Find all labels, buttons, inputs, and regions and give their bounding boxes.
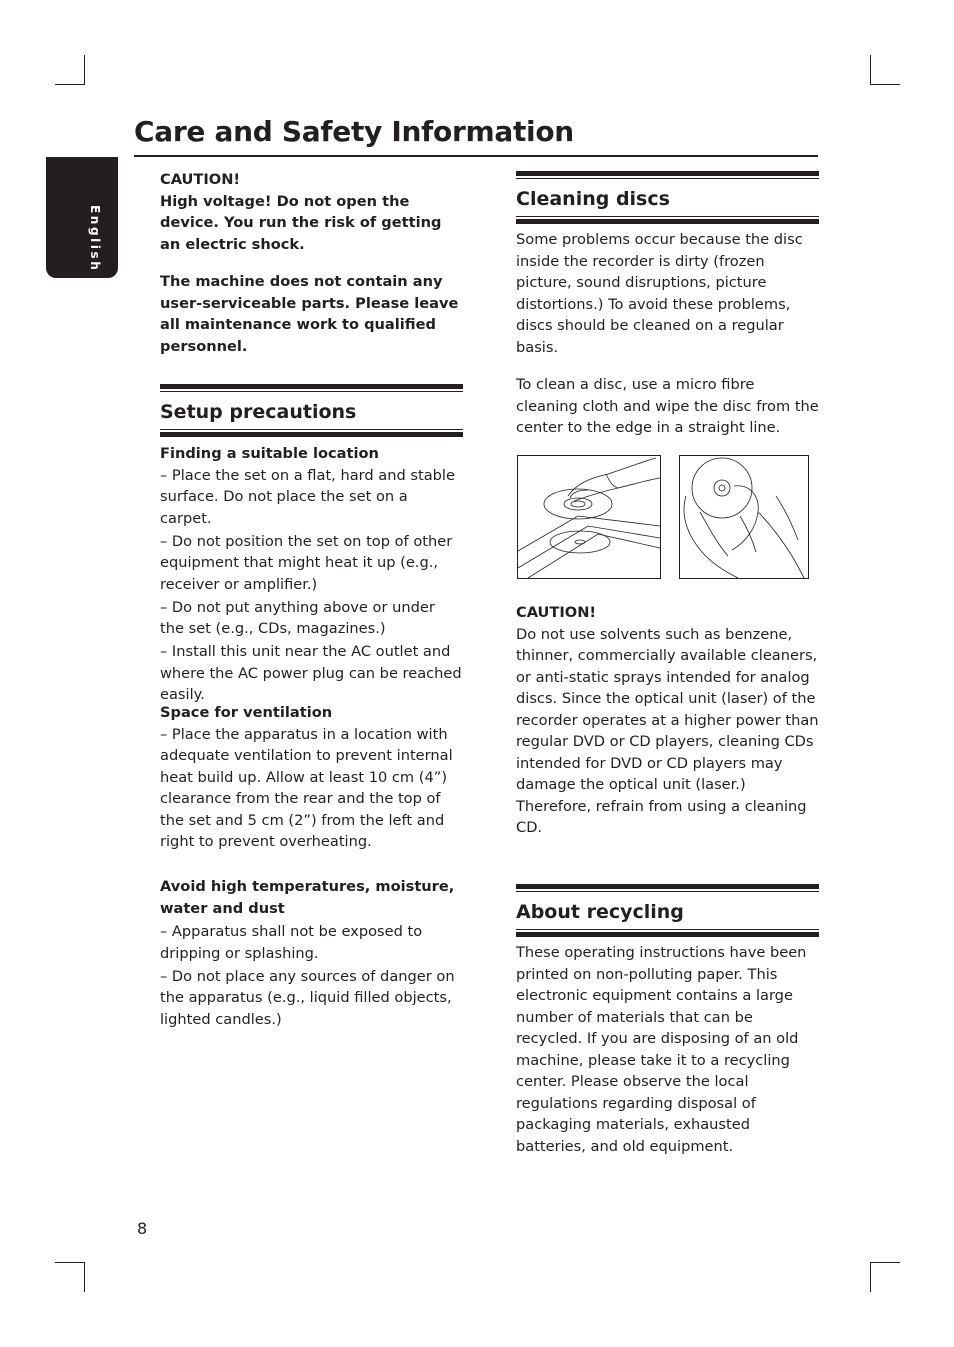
- environment-heading: Avoid high temperatures, moisture, water and dust: [160, 878, 455, 917]
- maintenance-warning: The machine does not contain any user-serviceable parts. Please leave all maintenance work to qualified personnel.: [160, 273, 459, 355]
- location-heading: Finding a suitable location: [160, 445, 379, 462]
- recycling-paragraph: These operating instructions have been printed on non-polluting paper. This electronic equipment contains a large number of materials that can be recycled. If you are disposing of an old machine, please take it to a recycling center. Please observe the local regulations regarding disposal of packaging materials, exhausted batteries, and old equipment.: [516, 944, 807, 1155]
- list-item: – Do not position the set on top of other equipment that might heat it up (e.g., receiver or amplifier.): [160, 532, 453, 593]
- rule: [516, 884, 819, 889]
- caution-block: [160, 169, 460, 357]
- page-number: 8: [137, 1219, 148, 1238]
- environment-block: [160, 876, 463, 1030]
- recycling-heading: About recycling: [516, 901, 684, 923]
- rule: [160, 432, 463, 437]
- cleaning-section-header: [516, 171, 819, 224]
- language-tab: [46, 157, 118, 278]
- crop-mark-bl-v: [84, 1262, 85, 1292]
- rule: [160, 429, 463, 430]
- rule: [516, 219, 819, 224]
- list-item: – Place the set on a flat, hard and stable surface. Do not place the set on a carpet.: [160, 466, 455, 527]
- setup-section-header: [160, 384, 463, 437]
- disc-wiping-drawing: [680, 456, 808, 578]
- rule: [516, 932, 819, 937]
- crop-mark-tl-v: [84, 55, 85, 85]
- language-tab-label: English: [88, 205, 102, 273]
- caution-heading: CAUTION!: [160, 171, 241, 188]
- list-item: – Install this unit near the AC outlet and where the AC power plug can be reached easily.: [160, 643, 462, 703]
- crop-mark-tl-h: [55, 84, 85, 85]
- disc-tray-drawing: [518, 456, 660, 578]
- cleaning-para-2: To clean a disc, use a micro fibre cleaning cloth and wipe the disc from the center to the edge in a straight line.: [516, 376, 819, 436]
- list-item: – Do not put anything above or under the set (e.g., CDs, magazines.): [160, 598, 435, 637]
- recycling-text: [516, 942, 819, 1157]
- title-rule: [134, 155, 818, 157]
- cleaning-caution-heading: CAUTION!: [516, 604, 597, 621]
- rule: [516, 216, 819, 217]
- disc-tray-illustration: [517, 455, 661, 579]
- list-item: – Apparatus shall not be exposed to dripping or splashing.: [160, 923, 423, 962]
- crop-mark-tr-v: [870, 55, 871, 85]
- cleaning-para-1: Some problems occur because the disc inside the recorder is dirty (frozen picture, sound disruptions, picture distortions.) To avoid these problems, discs should be cleaned on a regular basis.: [516, 231, 803, 356]
- ventilation-heading: Space for ventilation: [160, 704, 333, 721]
- ventilation-block: [160, 702, 463, 853]
- rule: [516, 171, 819, 176]
- crop-mark-bl-h: [55, 1262, 85, 1263]
- cleaning-caution-text: Do not use solvents such as benzene, thinner, commercially available cleaners, or anti-static sprays intended for analog discs. Since the optical unit (laser) of the recorder operates at a higher power than regular DVD or CD players, cleaning CDs intended for DVD or CD players may damage the optical unit (laser.) Therefore, refrain from using a cleaning CD.: [516, 625, 819, 836]
- list-item: – Place the apparatus in a location with adequate ventilation to prevent internal heat build up. Allow at least 10 cm (4”) clearance from the rear and the top of the set and 5 cm (2”) from the left and right to prevent overheating.: [160, 725, 453, 850]
- crop-mark-tr-h: [870, 84, 900, 85]
- list-item: – Do not place any sources of danger on the apparatus (e.g., liquid filled objects, lighted candles.): [160, 967, 455, 1028]
- crop-mark-br-h: [870, 1262, 900, 1263]
- crop-mark-br-v: [870, 1262, 871, 1292]
- cleaning-caution: [516, 602, 819, 839]
- page-title: Care and Safety Information: [134, 115, 574, 148]
- location-block: [160, 443, 463, 706]
- disc-wiping-illustration: [679, 455, 809, 579]
- rule: [516, 929, 819, 930]
- recycling-section-header: [516, 884, 819, 937]
- cleaning-text: [516, 229, 819, 439]
- cleaning-heading: Cleaning discs: [516, 188, 670, 210]
- rule: [160, 384, 463, 389]
- setup-heading: Setup precautions: [160, 401, 357, 423]
- voltage-warning: High voltage! Do not open the device. You run the risk of getting an electric shock.: [160, 192, 442, 253]
